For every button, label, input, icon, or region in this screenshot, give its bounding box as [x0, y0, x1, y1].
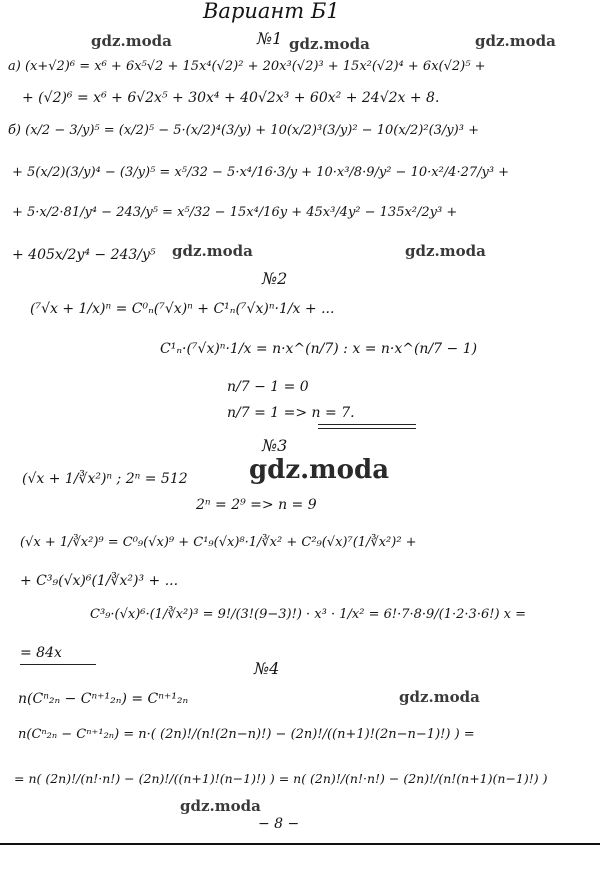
watermark: gdz.moda: [249, 455, 390, 485]
answer-underline: [20, 664, 96, 665]
watermark: gdz.moda: [180, 797, 261, 815]
watermark: gdz.moda: [91, 32, 172, 50]
formula-line: n/7 = 1 => n = 7.: [227, 405, 355, 421]
formula-line: n(Cⁿ₂ₙ − Cⁿ⁺¹₂ₙ) = Cⁿ⁺¹₂ₙ: [18, 691, 189, 707]
watermark: gdz.moda: [399, 688, 480, 706]
page-bottom-edge: [0, 843, 600, 845]
task-number: №3: [262, 436, 288, 455]
answer-underline: [318, 428, 416, 429]
watermark: gdz.moda: [289, 35, 370, 53]
formula-line: 2ⁿ = 2⁹ => n = 9: [196, 497, 317, 513]
task-number: №1: [257, 29, 283, 48]
watermark: gdz.moda: [405, 242, 486, 260]
formula-line: + 5·x/2·81/y⁴ − 243/y⁵ = x⁵/32 − 15x⁴/16y + 45x³/4y² − 135x²/2y³ +: [12, 205, 458, 220]
task-number: №2: [262, 269, 288, 288]
formula-line: n(Cⁿ₂ₙ − Cⁿ⁺¹₂ₙ) = n·( (2n)!/(n!(2n−n)!) − (2n)!/((n+1)!(2n−n−1)!) ) =: [18, 727, 475, 742]
formula-line: (√x + 1/∛x²)⁹ = C⁰₉(√x)⁹ + C¹₉(√x)⁸·1/∛x² + C²₉(√x)⁷(1/∛x²)² +: [20, 535, 417, 550]
page-title: Вариант Б1: [203, 0, 340, 23]
formula-line: б) (x/2 − 3/y)⁵ = (x/2)⁵ − 5·(x/2)⁴(3/y) + 10(x/2)³(3/y)² − 10(x/2)²(3/y)³ +: [8, 123, 479, 138]
formula-line: (⁷√x + 1/x)ⁿ = C⁰ₙ(⁷√x)ⁿ + C¹ₙ(⁷√x)ⁿ·1/x + ...: [30, 301, 335, 317]
formula-line: C³₉·(√x)⁶·(1/∛x²)³ = 9!/(3!(9−3)!) · x³ · 1/x² = 6!·7·8·9/(1·2·3·6!) x =: [90, 607, 527, 622]
answer-underline: [318, 424, 416, 425]
formula-line: + (√2)⁶ = x⁶ + 6√2x⁵ + 30x⁴ + 40√2x³ + 60x² + 24√2x + 8.: [22, 90, 440, 106]
formula-line: + 405x/2y⁴ − 243/y⁵: [12, 247, 156, 263]
formula-line: = 84x: [20, 645, 62, 661]
formula-line: (√x + 1/∛x²)ⁿ ; 2ⁿ = 512: [22, 471, 188, 487]
formula-line: = n( (2n)!/(n!·n!) − (2n)!/((n+1)!(n−1)!) ) = n( (2n)!/(n!·n!) − (2n)!/(n!(n+1)(n−1)!) ): [14, 771, 548, 786]
formula-line: n/7 − 1 = 0: [227, 379, 309, 395]
formula-line: + C³₉(√x)⁶(1/∛x²)³ + ...: [20, 573, 179, 589]
page-number: − 8 −: [258, 816, 300, 832]
watermark: gdz.moda: [172, 242, 253, 260]
formula-line: C¹ₙ·(⁷√x)ⁿ·1/x = n·x^(n/7) : x = n·x^(n/7 − 1): [160, 341, 478, 357]
task-number: №4: [254, 659, 280, 678]
watermark: gdz.moda: [475, 32, 556, 50]
formula-line: + 5(x/2)(3/y)⁴ − (3/y)⁵ = x⁵/32 − 5·x⁴/16·3/y + 10·x³/8·9/y² − 10·x²/4·27/y³ +: [12, 165, 510, 180]
formula-line: а) (x+√2)⁶ = x⁶ + 6x⁵√2 + 15x⁴(√2)² + 20x³(√2)³ + 15x²(√2)⁴ + 6x(√2)⁵ +: [8, 59, 486, 74]
